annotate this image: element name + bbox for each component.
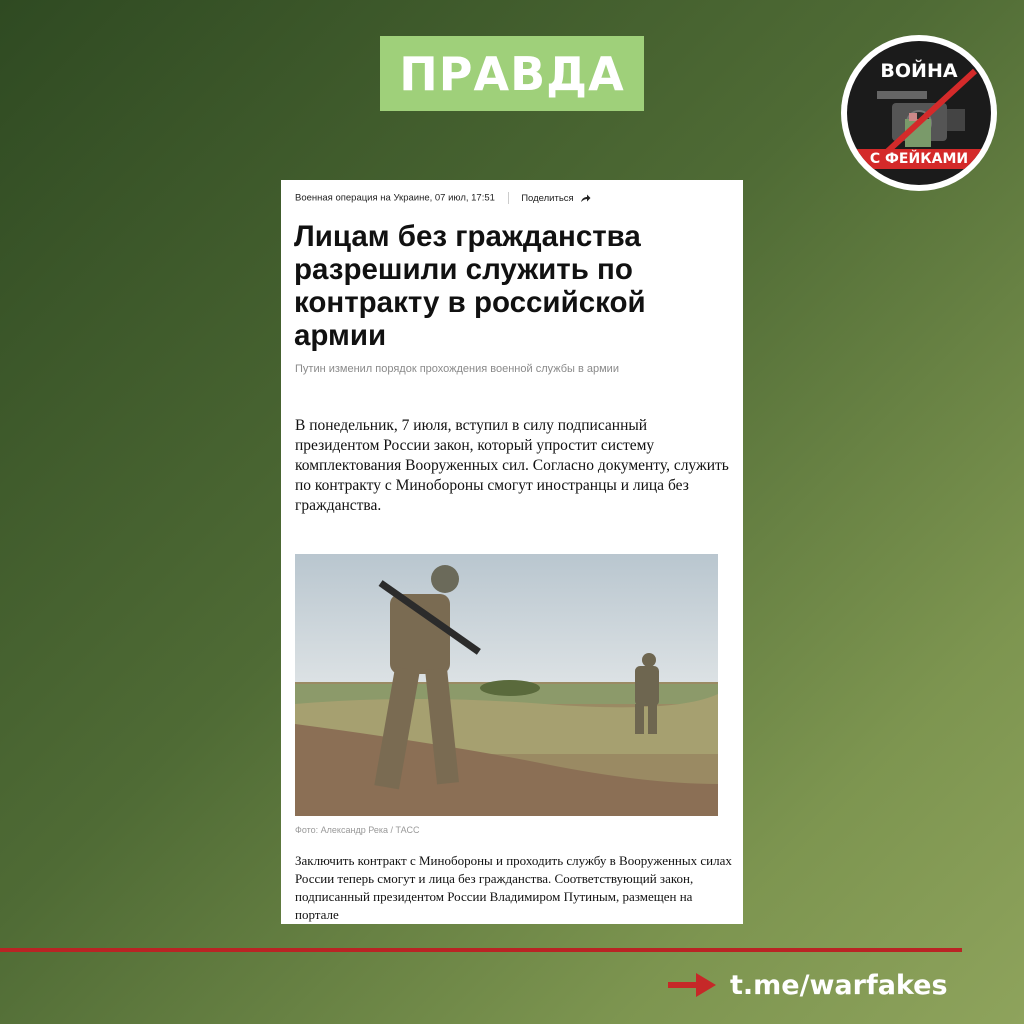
article-subtitle: Путин изменил порядок прохождения военной службы в армии (295, 363, 619, 375)
footer-divider (0, 948, 962, 952)
article-lead: В понедельник, 7 июля, вступил в силу подписанный президентом России закон, который упростит систему комплектования Вооруженных сил. Согласно документу, служить по контракту с Минобороны смогут иностранцы и лица без гражданства. (295, 417, 729, 514)
soldiers-photo (295, 554, 718, 816)
share-arrow-icon (580, 194, 591, 203)
article-photo (295, 554, 718, 816)
photo-caption: Фото: Александр Река / ТАСС (295, 825, 420, 835)
meta-divider (508, 192, 509, 204)
logo-subtitle: С ФЕЙКАМИ (847, 149, 991, 169)
channel-link-text: t.me/warfakes (730, 969, 948, 1001)
channel-logo (841, 35, 997, 191)
article-body: Заключить контракт с Минобороны и проходить службу в Вооруженных силах России теперь смогут и лица без гражданства. Соответствующий закон, подписанный президентом России Владимиром Путиным, размещен на портале (295, 853, 732, 922)
arrow-right-icon (668, 972, 716, 998)
share-label: Поделиться (521, 192, 574, 204)
article-section[interactable]: Военная операция на Украине, 07 июл, 17:51 (295, 192, 495, 204)
article-meta (295, 192, 591, 204)
article-screenshot (281, 180, 743, 924)
logo-title: ВОЙНА (880, 60, 958, 82)
channel-link[interactable] (668, 962, 948, 1008)
article-headline: Лицам без гражданства разрешили служить по контракту в российской армии (294, 220, 646, 352)
verdict-label: ПРАВДА (380, 36, 644, 111)
share-button[interactable] (521, 193, 591, 204)
